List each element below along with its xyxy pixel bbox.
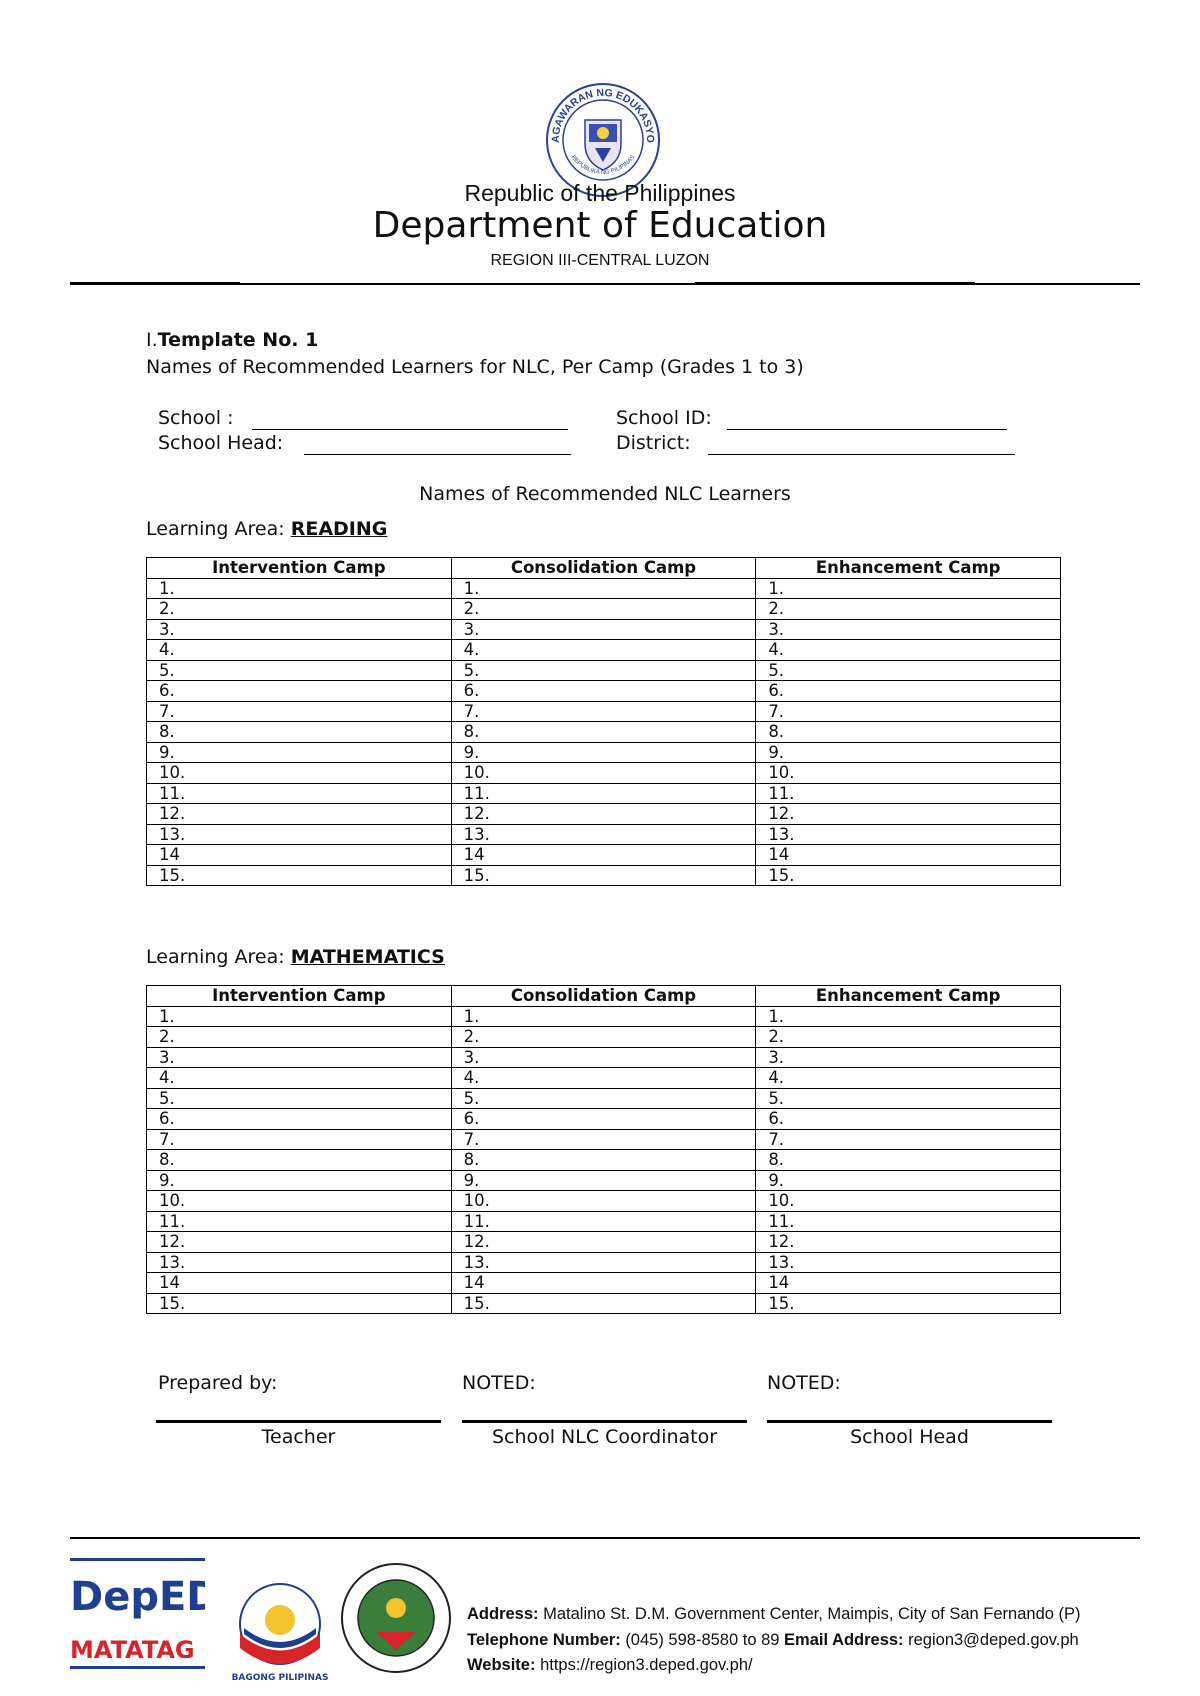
learner-cell-enhancement[interactable]: 13. (756, 1252, 1061, 1273)
header-rule-end (975, 283, 1140, 285)
table-row (147, 824, 1061, 845)
learner-cell-intervention[interactable]: 5. (147, 660, 452, 681)
school-id-field-line[interactable] (727, 429, 1007, 430)
table-row (147, 640, 1061, 661)
learner-cell-enhancement[interactable]: 3. (756, 619, 1061, 640)
learner-cell-enhancement[interactable]: 4. (756, 1068, 1061, 1089)
learner-cell-consolidation[interactable]: 15. (451, 1293, 756, 1314)
learner-cell-consolidation[interactable]: 8. (451, 1150, 756, 1171)
table-row (147, 804, 1061, 825)
learner-cell-enhancement[interactable]: 5. (756, 1088, 1061, 1109)
learner-cell-intervention[interactable]: 9. (147, 742, 452, 763)
learner-cell-consolidation[interactable]: 12. (451, 1232, 756, 1253)
learner-cell-enhancement[interactable]: 14 (756, 1273, 1061, 1294)
learner-cell-intervention[interactable]: 12. (147, 1232, 452, 1253)
learner-cell-intervention[interactable]: 1. (147, 1006, 452, 1027)
learner-cell-intervention[interactable]: 9. (147, 1170, 452, 1191)
regional-office-seal (340, 1562, 452, 1674)
table-row (147, 681, 1061, 702)
learner-cell-consolidation[interactable]: 12. (451, 804, 756, 825)
learner-cell-consolidation[interactable]: 6. (451, 1109, 756, 1130)
learner-cell-intervention[interactable]: 15. (147, 1293, 452, 1314)
school-head-field-label: School Head: (158, 432, 284, 454)
coordinator-signature-line[interactable] (462, 1420, 747, 1423)
deped-matatag-logo (70, 1558, 205, 1688)
learner-cell-enhancement[interactable]: 10. (756, 763, 1061, 784)
table-row (147, 1232, 1061, 1253)
learner-cell-consolidation[interactable]: 9. (451, 742, 756, 763)
footer-rule (70, 1537, 1140, 1539)
school-field-line[interactable] (252, 429, 568, 430)
learner-cell-consolidation[interactable]: 10. (451, 763, 756, 784)
learner-cell-consolidation[interactable]: 4. (451, 1068, 756, 1089)
learner-cell-enhancement[interactable]: 8. (756, 722, 1061, 743)
school-head-signature-line[interactable] (767, 1420, 1052, 1423)
learner-cell-consolidation[interactable]: 3. (451, 1047, 756, 1068)
table-row (147, 578, 1061, 599)
learner-cell-consolidation[interactable]: 14 (451, 845, 756, 866)
mathematics-camp-table (146, 985, 1061, 1314)
learning-area-mathematics: Learning Area: MATHEMATICS (146, 946, 445, 968)
learner-cell-intervention[interactable]: 1. (147, 578, 452, 599)
learner-cell-enhancement[interactable]: 8. (756, 1150, 1061, 1171)
table-row (147, 1150, 1061, 1171)
school-field-label: School : (158, 407, 234, 429)
learner-cell-consolidation[interactable]: 11. (451, 1211, 756, 1232)
learning-area-reading: Learning Area: READING (146, 518, 388, 540)
learner-cell-consolidation[interactable]: 2. (451, 1027, 756, 1048)
learner-cell-enhancement[interactable]: 6. (756, 1109, 1061, 1130)
table-row (147, 1170, 1061, 1191)
school-id-field-label: School ID: (616, 407, 712, 429)
footer-website: Website: https://region3.deped.gov.ph/ (467, 1656, 753, 1674)
table-row (147, 722, 1061, 743)
department-title: Department of Education (372, 205, 828, 246)
table-row (147, 660, 1061, 681)
learner-cell-intervention[interactable]: 7. (147, 701, 452, 722)
learner-cell-intervention[interactable]: 4. (147, 640, 452, 661)
table-row (147, 1293, 1061, 1314)
svg-text:MATATAG: MATATAG (70, 1636, 195, 1664)
noted-label-1: NOTED: (462, 1372, 536, 1394)
learner-cell-intervention[interactable]: 14 (147, 845, 452, 866)
header-rule-middle (240, 283, 695, 285)
table-row (147, 619, 1061, 640)
section-heading: Names of Recommended NLC Learners (419, 483, 791, 505)
learner-cell-enhancement[interactable]: 14 (756, 845, 1061, 866)
learner-cell-intervention[interactable]: 7. (147, 1129, 452, 1150)
learner-cell-enhancement[interactable]: 11. (756, 783, 1061, 804)
column-header-enhancement: Enhancement Camp (756, 986, 1061, 1007)
learner-cell-consolidation[interactable]: 15. (451, 865, 756, 886)
column-header-intervention: Intervention Camp (147, 558, 452, 579)
svg-text:DepED: DepED (70, 1574, 205, 1620)
learner-cell-intervention[interactable]: 13. (147, 824, 452, 845)
column-header-enhancement: Enhancement Camp (756, 558, 1061, 579)
table-row (147, 701, 1061, 722)
learner-cell-enhancement[interactable]: 3. (756, 1047, 1061, 1068)
column-header-intervention: Intervention Camp (147, 986, 452, 1007)
learner-cell-enhancement[interactable]: 11. (756, 1211, 1061, 1232)
table-row (147, 1109, 1061, 1130)
learner-cell-intervention[interactable]: 6. (147, 1109, 452, 1130)
learner-cell-enhancement[interactable]: 12. (756, 1232, 1061, 1253)
learner-cell-intervention[interactable]: 11. (147, 1211, 452, 1232)
table-row (147, 1068, 1061, 1089)
learner-cell-enhancement[interactable]: 12. (756, 804, 1061, 825)
learner-cell-enhancement[interactable]: 9. (756, 742, 1061, 763)
learner-cell-consolidation[interactable]: 2. (451, 599, 756, 620)
noted-label-2: NOTED: (767, 1372, 841, 1394)
table-row (147, 1088, 1061, 1109)
prepared-by-label: Prepared by: (158, 1372, 278, 1394)
learner-cell-intervention[interactable]: 12. (147, 804, 452, 825)
district-field-label: District: (616, 432, 691, 454)
header-rule-left (70, 282, 240, 285)
learner-cell-consolidation[interactable]: 1. (451, 1006, 756, 1027)
learner-cell-consolidation[interactable]: 1. (451, 578, 756, 599)
learner-cell-enhancement[interactable]: 1. (756, 578, 1061, 599)
teacher-role-label: Teacher (261, 1426, 336, 1448)
school-head-role-label: School Head (850, 1426, 969, 1448)
learner-cell-intervention[interactable]: 8. (147, 1150, 452, 1171)
learner-cell-enhancement[interactable]: 13. (756, 824, 1061, 845)
learner-cell-enhancement[interactable]: 9. (756, 1170, 1061, 1191)
learner-cell-intervention[interactable]: 10. (147, 1191, 452, 1212)
learner-cell-enhancement[interactable]: 2. (756, 599, 1061, 620)
table-row (147, 845, 1061, 866)
table-header-row (147, 986, 1061, 1007)
learner-cell-intervention[interactable]: 11. (147, 783, 452, 804)
table-row (147, 1273, 1061, 1294)
table-row (147, 1047, 1061, 1068)
learner-cell-consolidation[interactable]: 7. (451, 701, 756, 722)
learner-cell-enhancement[interactable]: 15. (756, 865, 1061, 886)
table-row (147, 1211, 1061, 1232)
table-row (147, 763, 1061, 784)
template-title: I.Template No. 1 (146, 329, 319, 351)
table-row (147, 742, 1061, 763)
region-title: REGION III-CENTRAL LUZON (490, 252, 710, 269)
learner-cell-enhancement[interactable]: 2. (756, 1027, 1061, 1048)
learner-cell-enhancement[interactable]: 15. (756, 1293, 1061, 1314)
learner-cell-consolidation[interactable]: 5. (451, 1088, 756, 1109)
template-subtitle: Names of Recommended Learners for NLC, Per Camp (Grades 1 to 3) (146, 356, 804, 378)
learner-cell-consolidation[interactable]: 8. (451, 722, 756, 743)
learner-cell-intervention[interactable]: 2. (147, 1027, 452, 1048)
learner-cell-intervention[interactable]: 8. (147, 722, 452, 743)
learner-cell-intervention[interactable]: 5. (147, 1088, 452, 1109)
learner-cell-consolidation[interactable]: 4. (451, 640, 756, 661)
learner-cell-intervention[interactable]: 10. (147, 763, 452, 784)
svg-text:KAGAWARAN NG EDUKASYON: AGAWARAN NG EDUKASYO (549, 86, 657, 143)
learner-cell-consolidation[interactable]: 5. (451, 660, 756, 681)
learner-cell-consolidation[interactable]: 11. (451, 783, 756, 804)
coordinator-role-label: School NLC Coordinator (491, 1426, 718, 1448)
learner-cell-intervention[interactable]: 3. (147, 619, 452, 640)
bagong-pilipinas-logo (228, 1572, 333, 1684)
table-row (147, 599, 1061, 620)
header-rule-right (695, 282, 975, 285)
school-head-field-line[interactable] (304, 454, 571, 455)
table-row (147, 865, 1061, 886)
table-row (147, 1027, 1061, 1048)
learner-cell-intervention[interactable]: 13. (147, 1252, 452, 1273)
learner-cell-consolidation[interactable]: 13. (451, 1252, 756, 1273)
learner-cell-consolidation[interactable]: 9. (451, 1170, 756, 1191)
learner-cell-enhancement[interactable]: 10. (756, 1191, 1061, 1212)
learner-cell-consolidation[interactable]: 14 (451, 1273, 756, 1294)
learner-cell-intervention[interactable]: 3. (147, 1047, 452, 1068)
learner-cell-enhancement[interactable]: 6. (756, 681, 1061, 702)
table-row (147, 1129, 1061, 1150)
learner-cell-consolidation[interactable]: 6. (451, 681, 756, 702)
footer-contact: Telephone Number: (045) 598-8580 to 89 Email Address: region3@deped.gov.ph (467, 1631, 1079, 1649)
learner-cell-intervention[interactable]: 15. (147, 865, 452, 886)
learner-cell-consolidation[interactable]: 10. (451, 1191, 756, 1212)
learner-cell-consolidation[interactable]: 13. (451, 824, 756, 845)
learner-cell-consolidation[interactable]: 7. (451, 1129, 756, 1150)
learner-cell-intervention[interactable]: 14 (147, 1273, 452, 1294)
learner-cell-enhancement[interactable]: 7. (756, 1129, 1061, 1150)
table-header-row (147, 558, 1061, 579)
column-header-consolidation: Consolidation Camp (451, 558, 756, 579)
learner-cell-enhancement[interactable]: 1. (756, 1006, 1061, 1027)
table-row (147, 1252, 1061, 1273)
learner-cell-consolidation[interactable]: 3. (451, 619, 756, 640)
svg-text:REPUBLIKA NG PILIPINAS: REPUBLIKA NG PILIPINAS (569, 154, 637, 176)
svg-text:BAGONG PILIPINAS: BAGONG PILIPINAS (231, 1673, 329, 1683)
column-header-consolidation: Consolidation Camp (451, 986, 756, 1007)
learner-cell-enhancement[interactable]: 4. (756, 640, 1061, 661)
learner-cell-enhancement[interactable]: 7. (756, 701, 1061, 722)
republic-title: Republic of the Philippines (464, 180, 736, 206)
learner-cell-enhancement[interactable]: 5. (756, 660, 1061, 681)
district-field-line[interactable] (708, 454, 1015, 455)
learner-cell-intervention[interactable]: 2. (147, 599, 452, 620)
footer-address: Address: Matalino St. D.M. Government Center, Maimpis, City of San Fernando (P) (467, 1605, 1081, 1623)
teacher-signature-line[interactable] (156, 1420, 441, 1423)
table-row (147, 1006, 1061, 1027)
learner-cell-intervention[interactable]: 4. (147, 1068, 452, 1089)
table-row (147, 783, 1061, 804)
learner-cell-intervention[interactable]: 6. (147, 681, 452, 702)
table-row (147, 1191, 1061, 1212)
reading-camp-table (146, 557, 1061, 886)
